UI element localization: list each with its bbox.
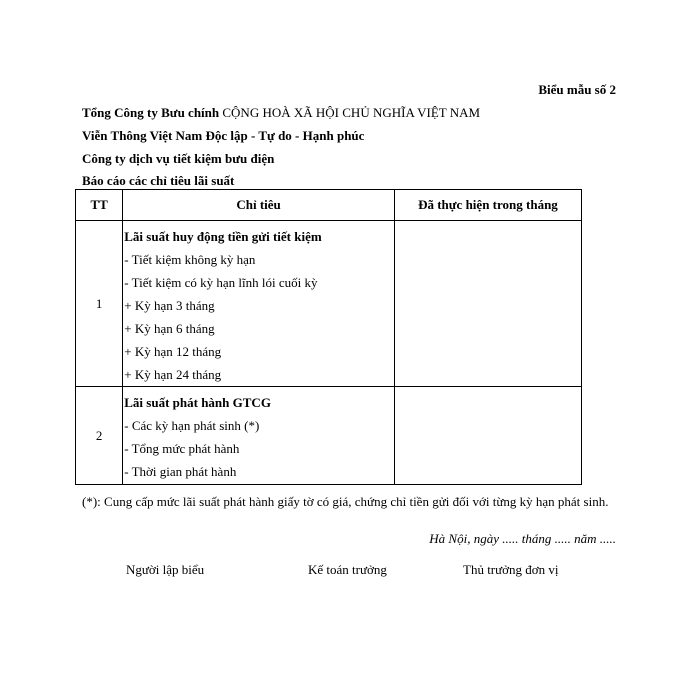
metric-item: - Tổng mức phát hành: [124, 441, 240, 456]
metric-item: + Kỳ hạn 3 tháng: [124, 298, 215, 313]
metric-item: - Tiết kiệm không kỳ hạn: [124, 252, 256, 267]
done-cell: [394, 387, 581, 485]
signature-chief-accountant: Kế toán trưởng: [308, 562, 387, 577]
metric-item: - Tiết kiệm có kỳ hạn lĩnh lói cuối kỳ: [124, 275, 318, 290]
form-number: Biểu mẫu số 2: [538, 82, 616, 97]
header-national-title: CỘNG HOÀ XÃ HỘI CHỦ NGHĨA VIỆT NAM: [222, 105, 481, 120]
report-title: Báo cáo các chỉ tiêu lãi suất: [82, 173, 235, 188]
table-row: [76, 387, 582, 485]
signature-preparer: Người lập biểu: [126, 562, 205, 577]
metric-item: + Kỳ hạn 24 tháng: [124, 367, 222, 382]
row-number: 1: [76, 221, 123, 387]
row-number: 2: [76, 387, 123, 485]
header-line-1: [82, 105, 480, 121]
table-header-row: [76, 190, 582, 221]
metric-item: + Kỳ hạn 12 tháng: [124, 344, 222, 359]
metric-item: - Các kỳ hạn phát sinh (*): [124, 418, 260, 433]
header-tt: TT: [76, 190, 123, 221]
done-cell: [394, 221, 581, 387]
header-metric: Chỉ tiêu: [123, 190, 395, 221]
metric-title: Lãi suất huy động tiền gửi tiết kiệm: [124, 229, 322, 244]
header-org-name: Tổng Công ty Bưu chính: [82, 105, 220, 120]
signature-unit-head: Thủ trưởng đơn vị: [463, 562, 559, 577]
metric-item: + Kỳ hạn 6 tháng: [124, 321, 215, 336]
table-row: [76, 221, 582, 387]
header-line-2: Viễn Thông Việt Nam Độc lập - Tự do - Hạnh phúc: [82, 128, 365, 143]
metric-item: - Thời gian phát hành: [124, 464, 237, 479]
interest-rate-table: [75, 189, 582, 485]
header-line-3: Công ty dịch vụ tiết kiệm bưu điện: [82, 151, 275, 166]
header-done: Đã thực hiện trong tháng: [394, 190, 581, 221]
footnote: (*): Cung cấp mức lãi suất phát hành giấy tờ có giá, chứng chỉ tiền gửi đối với từng kỳ hạn phát sinh.: [82, 494, 609, 509]
metric-title: Lãi suất phát hành GTCG: [124, 395, 271, 410]
metric-cell: [123, 387, 395, 485]
date-line: Hà Nội, ngày ..... tháng ..... năm .....: [429, 531, 616, 546]
metric-cell: [123, 221, 395, 387]
